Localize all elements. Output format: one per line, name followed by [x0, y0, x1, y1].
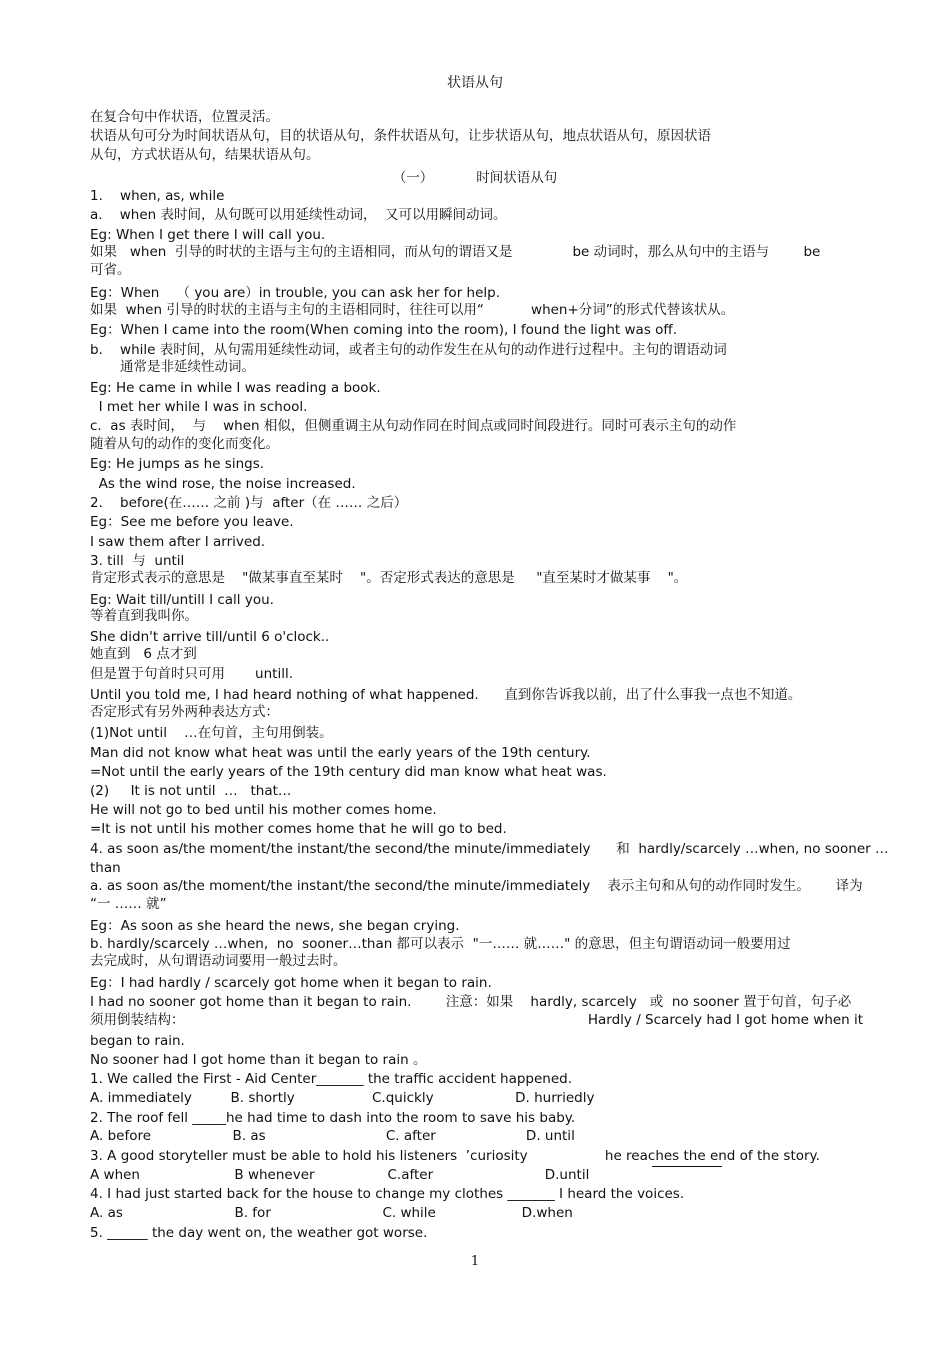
text-line: 状语从句可分为时间状语从句，目的状语从句，条件状语从句，让步状语从句，地点状语从句，原因状语 — [90, 128, 711, 144]
text-line: b. hardly/scarcely …when, no sooner…than 都可以表示 "一…… 就……" 的意思，但主句谓语动词一般要用过 — [90, 936, 791, 952]
question-line: 1. We called the First - Aid Center_______ the traffic accident happened. — [90, 1071, 573, 1087]
text-line: 等着直到我叫你。 — [90, 608, 198, 624]
options-line: A. before B. as C. after D. until — [90, 1128, 575, 1144]
text-line: Man did not know what heat was until the early years of the 19th century. — [90, 745, 591, 761]
text-line: =It is not until his mother comes home that he will go to bed. — [90, 821, 507, 837]
options-line: A when B whenever C.after D.until — [90, 1167, 590, 1183]
text-line: I had no sooner got home than it began to rain. 注意：如果 hardly, scarcely 或 no sooner 置于句首，句子必 — [90, 994, 852, 1010]
question-line: 3. A good storyteller must be able to hold his listeners ’curiosity he reaches the end of the story. — [90, 1148, 820, 1164]
options-line: A. as B. for C. while D.when — [90, 1205, 573, 1221]
text-line: 她直到 6 点才到 — [90, 646, 197, 662]
text-line: c. as 表时间， 与 when 相似，但侧重调主从句动作同在时间点或同时间段进行。同时可表示主句的动作 — [90, 418, 737, 434]
text-line: 否定形式有另外两种表达方式： — [90, 704, 279, 720]
text-line: =Not until the early years of the 19th century did man know what heat was. — [90, 764, 607, 780]
text-line: 可省。 — [90, 262, 131, 278]
text-line: Eg: He came in while I was reading a book. — [90, 380, 381, 396]
text-line: 肯定形式表示的意思是 "做某事直至某时 "。否定形式表达的意思是 "直至某时才做某事 "。 — [90, 570, 688, 586]
text-line: 随着从句的动作的变化而变化。 — [90, 436, 279, 452]
text-line: No sooner had I got home than it began to rain 。 — [90, 1052, 427, 1068]
text-line: She didn't arrive till/until 6 o'clock.. — [90, 629, 330, 645]
text-line: Eg：As soon as she heard the news, she began crying. — [90, 918, 460, 934]
text-line: Eg: He jumps as he sings. — [90, 456, 265, 472]
text-line: I met her while I was in school. — [90, 399, 308, 415]
options-line: A. immediately B. shortly C.quickly D. hurriedly — [90, 1090, 595, 1106]
text-line: a. when 表时间，从句既可以用延续性动词， 又可以用瞬间动词。 — [90, 207, 507, 223]
text-line: a. as soon as/the moment/the instant/the second/the minute/immediately 表示主句和从句的动作同时发生。 译为 — [90, 878, 863, 894]
text-line: 如果 when 引导的时状的主语与主句的主语相同，而从句的谓语又是 be 动词时，那么从句中的主语与 be — [90, 244, 821, 260]
text-line: Eg: When I get there I will call you. — [90, 227, 326, 243]
page-number: 1 — [470, 1254, 480, 1269]
text-line: 3. till 与 until — [90, 553, 185, 569]
text-line: 4. as soon as/the moment/the instant/the second/the minute/immediately 和 hardly/scarcely …when, no sooner … — [90, 841, 889, 857]
text-line: 2. before(在…… 之前 )与 after（在 …… 之后） — [90, 495, 408, 511]
text-line: 如果 when 引导的时状的主语与主句的主语相同时，往往可以用“ when+分词”的形式代替该状从。 — [90, 302, 735, 318]
text-line: 在复合句中作状语，位置灵活。 — [90, 109, 279, 125]
text-line: Until you told me, I had heard nothing of what happened. 直到你告诉我以前，出了什么事我一点也不知道。 — [90, 687, 802, 703]
text-line: (2) It is not until … that… — [90, 783, 292, 799]
question-line: 5. ______ the day went on, the weather got worse. — [90, 1225, 428, 1241]
question-line: 4. I had just started back for the house to change my clothes _______ I heard the voices. — [90, 1186, 685, 1202]
text-line: (1)Not until …在句首，主句用倒装。 — [90, 725, 333, 741]
text-line: Eg：I had hardly / scarcely got home when it began to rain. — [90, 975, 492, 991]
text-line: Eg：See me before you leave. — [90, 514, 294, 530]
text-line: Eg：When I came into the room(When coming into the room), I found the light was off. — [90, 322, 677, 338]
text-line: Eg：When （ you are）in trouble, you can ask her for help. — [90, 285, 501, 301]
text-line: 须用倒装结构： Hardly / Scarcely had I got home when it — [90, 1012, 864, 1028]
text-line: 去完成时，从句谓语动词要用一般过去时。 — [90, 953, 347, 969]
text-line: I saw them after I arrived. — [90, 534, 266, 550]
text-line: began to rain. — [90, 1033, 185, 1049]
answer-blank — [652, 1166, 722, 1167]
section-heading: （一） 时间状语从句 — [392, 170, 558, 186]
question-line: 2. The roof fell _____he had time to dash into the room to save his baby. — [90, 1110, 576, 1126]
text-line: He will not go to bed until his mother comes home. — [90, 802, 437, 818]
page-title: 状语从句 — [447, 75, 503, 91]
text-line: than — [90, 860, 121, 876]
text-line: 但是置于句首时只可用 untill. — [90, 666, 293, 682]
text-line: Eg: Wait till/untill I call you. — [90, 592, 274, 608]
text-line: 1. when, as, while — [90, 188, 225, 204]
text-line: 通常是非延续性动词。 — [90, 359, 256, 375]
text-line: 从句，方式状语从句，结果状语从句。 — [90, 147, 320, 163]
text-line: As the wind rose, the noise increased. — [90, 476, 356, 492]
text-line: b. while 表时间，从句需用延续性动词，或者主句的动作发生在从句的动作进行过程中。主句的谓语动词 — [90, 342, 727, 358]
text-line: “一 …… 就” — [90, 896, 167, 912]
